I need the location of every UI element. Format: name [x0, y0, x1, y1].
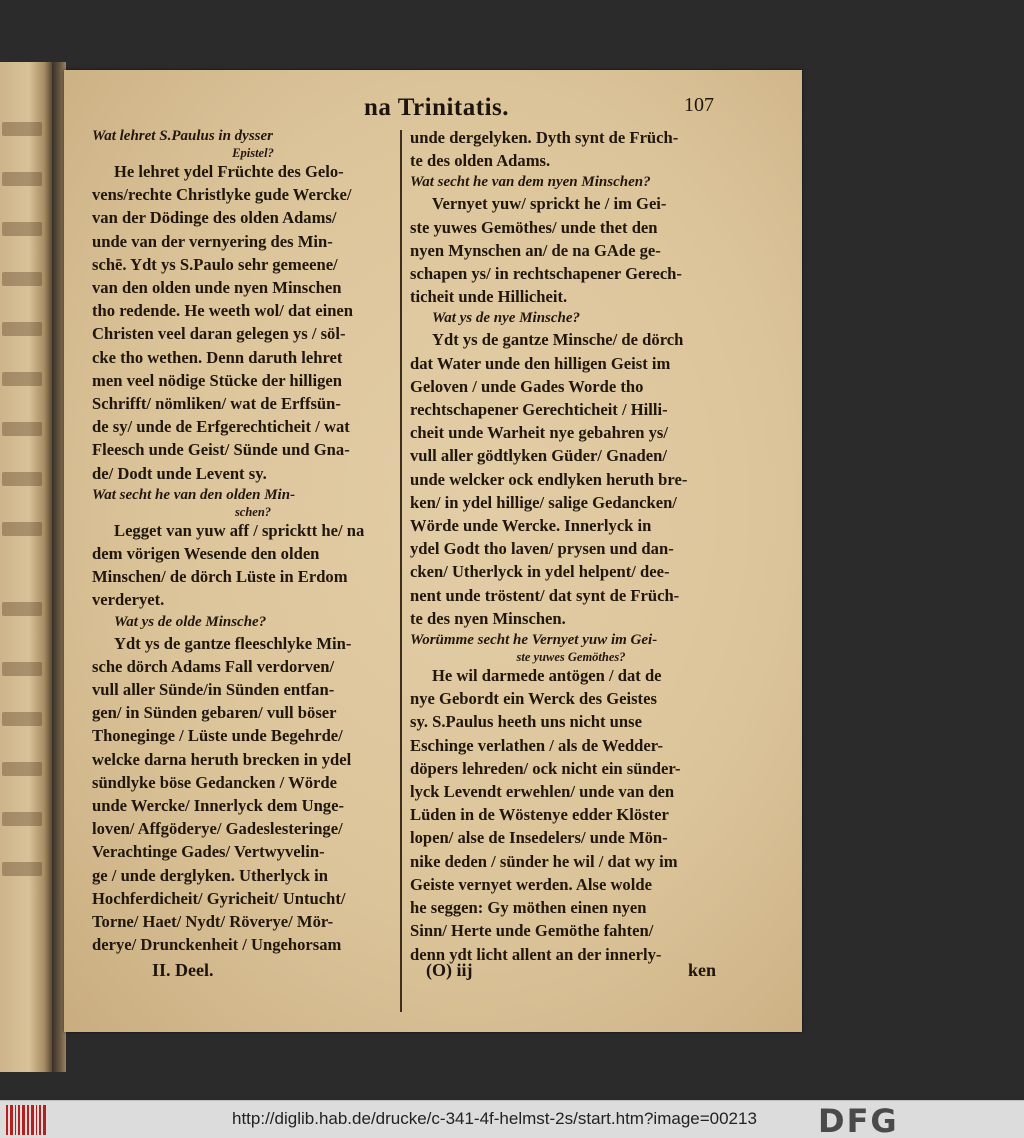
left-column-line: de sy/ unde de Erfgerechticheit / wat	[92, 417, 350, 437]
right-column-line: Wat secht he van dem nyen Minschen?	[410, 174, 651, 191]
right-column-line: nike deden / sünder he wil / dat wy im	[410, 851, 678, 871]
left-column-line: unde Wercke/ Innerlyck dem Unge-	[92, 796, 344, 816]
left-text-column	[92, 126, 414, 957]
right-column-line: He wil darmede antögen / dat de	[432, 666, 662, 686]
signature-mark: (O) iij	[426, 960, 473, 980]
left-column-line: He lehret ydel Früchte des Gelo-	[114, 162, 344, 181]
right-column-line: te des olden Adams.	[410, 151, 551, 171]
right-column-line: ste yuwes Gemöthes/ unde thet den	[410, 217, 658, 237]
right-column-line: ken/ in ydel hillige/ salige Gedancken/	[410, 492, 677, 512]
right-column-line: Worümme secht he Vernyet yuw im Gei-	[410, 632, 658, 649]
left-column-line: schen?	[234, 504, 272, 519]
right-column-line: unde dergelyken. Dyth synt de Früch-	[410, 128, 679, 147]
left-column-line: ge / unde derglyken. Utherlyck in	[92, 865, 329, 885]
right-column-line: ste yuwes Gemöthes?	[516, 650, 626, 665]
left-column-line: sche dörch Adams Fall verdorven/	[92, 656, 335, 676]
left-column-line: loven/ Affgöderye/ Gadeslesteringe/	[92, 819, 343, 839]
page-number: 107	[684, 94, 714, 116]
right-column-line: lyck Levendt erwehlen/ unde van den	[410, 782, 675, 802]
left-column-line: unde van der vernyering des Min-	[92, 231, 333, 251]
right-column-line: sy. S.Paulus heeth uns nicht unse	[410, 712, 642, 732]
left-column-line: van der Dödinge des olden Adams/	[92, 208, 337, 228]
viewer-footer-bar	[0, 1100, 1024, 1138]
right-column-line: nyen Mynschen an/ de na GAde ge-	[410, 240, 661, 260]
right-column-line: Ydt ys de gantze Minsche/ de dörch	[432, 330, 684, 350]
scanned-page	[64, 70, 802, 1032]
left-column-line: cke tho wethen. Denn daruth lehret	[92, 347, 343, 367]
right-column-line: unde welcker ock endlyken heruth bre-	[410, 469, 688, 489]
facing-page-edge	[0, 62, 52, 1072]
left-column-line: Ydt ys de gantze fleeschlyke Min-	[114, 633, 352, 653]
right-column-line: cheit unde Warheit nye gebahren ys/	[410, 423, 668, 443]
left-column-line: Hochferdicheit/ Gyricheit/ Untucht/	[92, 888, 346, 908]
running-title: na Trinitatis.	[364, 94, 509, 121]
left-column-line: Schrifft/ nömliken/ wat de Erffsün-	[92, 394, 341, 414]
right-column-line: lopen/ alse de Insedelers/ unde Mön-	[410, 828, 668, 848]
right-column-line: schapen ys/ in rechtschapener Gerech-	[410, 264, 682, 284]
right-column-line: döpers lehreden/ ock nicht ein sünder-	[410, 758, 681, 778]
left-column-line: Epistel?	[232, 146, 274, 160]
left-column-line: dem vörigen Wesende den olden	[92, 544, 320, 564]
right-column-line: ticheit unde Hillicheit.	[410, 287, 568, 307]
left-column-line: Wat ys de olde Minsche?	[114, 613, 267, 630]
left-column-line: welcke darna heruth brecken in ydel	[92, 749, 352, 769]
left-column-line: Fleesch unde Geist/ Sünde und Gna-	[92, 440, 350, 460]
catchword: ken	[688, 960, 717, 980]
right-column-line: he seggen: Gy möthen einen nyen	[410, 898, 647, 918]
left-column-line: Thoneginge / Lüste unde Begehrde/	[92, 726, 343, 746]
volume-label: II. Deel.	[152, 960, 214, 980]
right-column-line: denn ydt licht allent an der innerly-	[410, 944, 662, 964]
left-column-line: Torne/ Haet/ Nydt/ Röverye/ Mör-	[92, 912, 334, 932]
right-column-line: Eschinge verlathen / als de Wedder-	[410, 735, 664, 755]
left-column-line: Wat secht he van den olden Min-	[92, 486, 296, 503]
right-column-line: Wat ys de nye Minsche?	[432, 310, 581, 327]
right-column-line: te des nyen Minschen.	[410, 608, 566, 628]
left-column-line: derye/ Drunckenheit / Ungehorsam	[92, 935, 342, 955]
right-column-line: nye Gebordt ein Werck des Geistes	[410, 689, 657, 709]
right-column-line: dat Water unde den hilligen Geist im	[410, 353, 671, 373]
left-column-line: schē. Ydt ys S.Paulo sehr gemeene/	[92, 254, 338, 274]
left-column-line: gen/ in Sünden gebaren/ vull böser	[92, 703, 337, 723]
left-column-line: vens/rechte Christlyke gude Wercke/	[92, 185, 352, 205]
left-column-line: van den olden unde nyen Minschen	[92, 278, 342, 298]
right-column-line: ydel Godt tho laven/ prysen und dan-	[410, 539, 674, 559]
left-column-line: verderyet.	[92, 590, 165, 610]
left-column-line: Legget van yuw aff / spricktt he/ na	[114, 520, 365, 540]
left-column-line: de/ Dodt unde Levent sy.	[92, 463, 267, 483]
right-column-line: nent unde tröstent/ dat synt de Früch-	[410, 585, 680, 605]
left-column-line: Verachtinge Gades/ Vertwyvelin-	[92, 842, 325, 862]
left-column-line: Christen veel daran gelegen ys / söl-	[92, 324, 346, 344]
left-column-line: vull aller Sünde/in Sünden entfan-	[92, 680, 335, 700]
right-column-line: Vernyet yuw/ sprickt he / im Gei-	[432, 194, 667, 214]
left-column-line: Wat lehret S.Paulus in dysser	[92, 128, 274, 144]
column-divider	[400, 130, 402, 1012]
left-column-line: tho redende. He weeth wol/ dat einen	[92, 301, 354, 321]
dfg-logo[interactable]: DFG	[818, 1102, 899, 1138]
right-column-line: vull aller gödtlyken Güder/ Gnaden/	[410, 446, 667, 466]
permalink-url[interactable]: http://diglib.hab.de/drucke/c-341-4f-helmst-2s/start.htm?image=00213	[232, 1109, 757, 1128]
right-column-line: cken/ Utherlyck in ydel helpent/ dee-	[410, 562, 670, 582]
right-column-line: Lüden in de Wöstenye edder Klöster	[410, 805, 669, 825]
left-column-line: Minschen/ de dörch Lüste in Erdom	[92, 567, 348, 587]
left-column-line: sündlyke böse Gedancken / Wörde	[92, 772, 337, 792]
right-column-line: Geloven / unde Gades Worde tho	[410, 376, 644, 396]
right-column-line: Wörde unde Wercke. Innerlyck in	[410, 516, 652, 536]
library-barcode-logo-icon[interactable]	[6, 1105, 46, 1135]
right-column-line: Geiste vernyet werden. Alse wolde	[410, 874, 652, 894]
right-column-line: rechtschapener Gerechticheit / Hilli-	[410, 400, 668, 420]
right-text-column	[410, 126, 732, 966]
right-column-line: Sinn/ Herte unde Gemöthe fahten/	[410, 921, 654, 941]
left-column-line: men veel nödige Stücke der hilligen	[92, 370, 342, 390]
